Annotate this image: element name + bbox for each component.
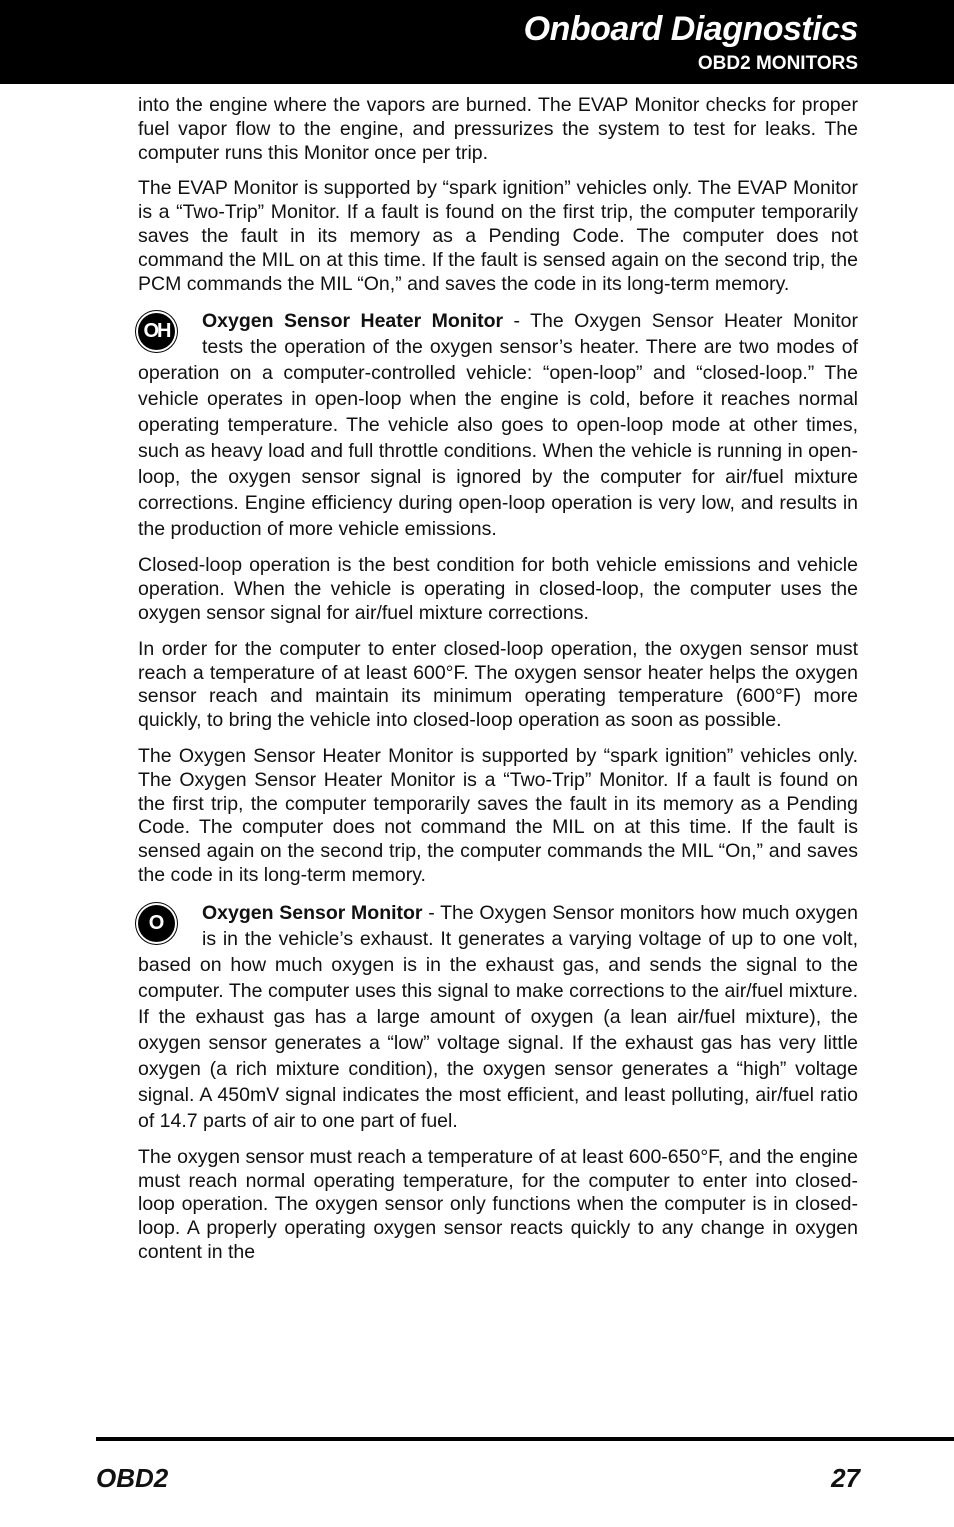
paragraph-closed-loop: Closed-loop operation is the best condition for both vehicle emissions and vehicle operation. When the vehicle is operating in closed-loop, the computer uses the oxygen sensor signal for air/fuel mixture corrections. <box>138 554 858 624</box>
oxygen-sensor-text: - The Oxygen Sensor monitors how much oxygen is in the vehicle’s exhaust. It generates a varying voltage of up to one volt, based on how much oxygen is in the exhaust gas, and sends the signal to the computer. The computer uses this signal to make corrections to the air/fuel mixture. If the exhaust gas has a large amount of oxygen (a lean air/fuel mixture), the oxygen sensor generates a “low” voltage signal. If the exhaust gas has very little oxygen (a rich mixture condition), the oxygen sensor generates a “high” voltage signal. A 450mV signal indicates the most efficient, and least polluting, air/fuel ratio of 14.7 parts of air to one part of fuel. <box>138 901 858 1132</box>
paragraph-evap-continued: into the engine where the vapors are burned. The EVAP Monitor checks for proper fuel vapor flow to the engine, and pressurizes the system to test for leaks. The computer runs this Monitor once per trip. <box>138 94 858 164</box>
o-monitor-icon: O <box>138 905 175 942</box>
oxygen-sensor-heater-text: - The Oxygen Sensor Heater Monitor tests the operation of the oxygen sensor’s heater. There are two modes of operation on a computer-controlled vehicle: “open-loop” and “closed-loop.” The vehicle operates in open-loop when the engine is cold, before it reaches normal operating temperature. The vehicle also goes to open-loop mode at other times, such as heavy load and full throttle conditions. When the vehicle is running in open-loop, the oxygen sensor signal is ignored by the computer for air/fuel mixture corrections. Engine efficiency during open-loop operation is very low, and results in the production of more vehicle emissions. <box>138 310 858 541</box>
oh-monitor-icon: OH <box>138 313 175 350</box>
page-header <box>0 0 954 84</box>
paragraph-oxygen-sensor-temperature: The oxygen sensor must reach a temperature of at least 600-650°F, and the engine must reach normal operating temperature, for the computer to enter into closed-loop operation. The oxygen sensor only functions when the computer is in closed-loop. A properly operating oxygen sensor reacts quickly to any change in oxygen content in the <box>138 1145 858 1263</box>
paragraph-heater-support: The Oxygen Sensor Heater Monitor is supported by “spark ignition” vehicles only. The Oxygen Sensor Heater Monitor is a “Two-Trip” Monitor. If a fault is found on the first trip, the computer temporarily saves the fault in its memory as a Pending Code. The computer does not command the MIL on at this time. If the fault is sensed again on the second trip, the computer commands the MIL “On,” and saves the code in its long-term memory. <box>138 744 858 886</box>
footer-section-label: OBD2 <box>96 1463 169 1493</box>
oxygen-sensor-heater-title: Oxygen Sensor Heater Monitor <box>202 310 504 333</box>
paragraph-evap-support: The EVAP Monitor is supported by “spark ignition” vehicles only. The EVAP Monitor is a “Two-Trip” Monitor. If a fault is found on the first trip, the computer temporarily saves the fault in its memory as a Pending Code. The computer does not command the MIL on at this time. If the fault is sensed again on the second trip, the PCM commands the MIL “On,” and saves the code in its long-term memory. <box>138 177 858 295</box>
footer-rule <box>96 1437 954 1441</box>
header-subtitle: OBD2 MONITORS <box>697 53 858 74</box>
paragraph-closed-loop-temperature: In order for the computer to enter closed-loop operation, the oxygen sensor must reach a temperature of at least 600°F. The oxygen sensor heater helps the oxygen sensor reach and maintain its minimum operating temperature (600°F) more quickly, to bring the vehicle into closed-loop operation as soon as possible. <box>138 637 858 732</box>
paragraph-oxygen-sensor <box>138 900 858 1134</box>
oxygen-sensor-title: Oxygen Sensor Monitor <box>202 901 423 924</box>
paragraph-oxygen-sensor-heater <box>138 308 858 542</box>
page-number: 27 <box>831 1463 860 1493</box>
page-content <box>138 94 858 1277</box>
header-title: Onboard Diagnostics <box>523 10 858 48</box>
